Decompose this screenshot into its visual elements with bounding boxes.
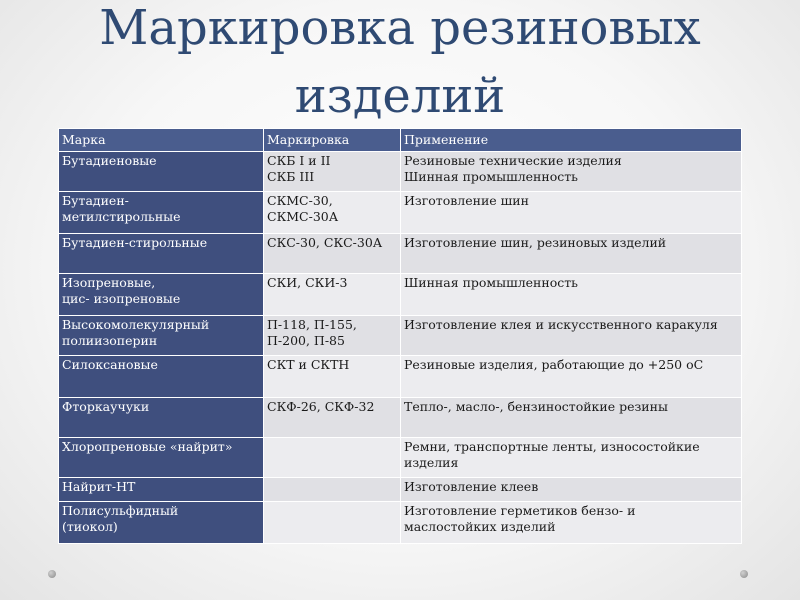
- brand-cell: [59, 356, 264, 398]
- application-cell: [401, 234, 742, 274]
- brand-cell-line: (тиокол): [62, 519, 118, 534]
- application-cell: [401, 356, 742, 398]
- brand-cell-line: Высокомолекулярный: [62, 317, 210, 332]
- application-cell-line: Изготовление клеев: [404, 479, 539, 494]
- header-application: Применение: [401, 129, 742, 152]
- application-cell-line: маслостойких изделий: [404, 519, 556, 534]
- marking-cell: [264, 316, 401, 356]
- application-cell-line: Изготовление герметиков бензо- и: [404, 503, 636, 518]
- marking-cell: [264, 478, 401, 502]
- nav-dot-right: [740, 570, 748, 578]
- marking-cell-line: СКТ и СКТН: [267, 357, 350, 372]
- brand-cell-line: Бутадиен-: [62, 193, 129, 208]
- header-brand: Марка: [59, 129, 264, 152]
- marking-cell-line: П-118, П-155,: [267, 317, 357, 332]
- table-header-row: [59, 129, 742, 152]
- application-cell-line: Шинная промышленность: [404, 169, 578, 184]
- brand-cell-line: Полисульфидный: [62, 503, 179, 518]
- brand-cell-line: полиизоперин: [62, 333, 158, 348]
- table-row: [59, 438, 742, 478]
- slide-title-line-2: изделий: [294, 68, 506, 124]
- marking-cell: [264, 234, 401, 274]
- marking-cell-line: СКМС-30,: [267, 193, 333, 208]
- slide-title-line-1: Маркировка резиновых: [99, 0, 701, 56]
- brand-cell-line: Бутадиен-стирольные: [62, 235, 208, 250]
- marking-cell: [264, 192, 401, 234]
- application-cell: [401, 502, 742, 544]
- marking-cell: [264, 152, 401, 192]
- rubber-marking-table: [58, 128, 742, 544]
- table-row: [59, 274, 742, 316]
- application-cell: [401, 398, 742, 438]
- brand-cell-line: Хлоропреновые «найрит»: [62, 439, 233, 454]
- brand-cell: [59, 234, 264, 274]
- brand-cell-line: цис- изопреновые: [62, 291, 181, 306]
- marking-cell-line: СКБ III: [267, 169, 315, 184]
- brand-cell: [59, 502, 264, 544]
- marking-cell: [264, 274, 401, 316]
- marking-cell-line: СКИ, СКИ-3: [267, 275, 348, 290]
- application-cell-line: изделия: [404, 455, 459, 470]
- table-row: [59, 398, 742, 438]
- application-cell: [401, 274, 742, 316]
- marking-cell-line: СКС-30, СКС-30А: [267, 235, 383, 250]
- table-row: [59, 502, 742, 544]
- brand-cell-line: Фторкаучуки: [62, 399, 150, 414]
- table-row: [59, 356, 742, 398]
- brand-cell-line: Бутадиеновые: [62, 153, 157, 168]
- application-cell-line: Резиновые технические изделия: [404, 153, 622, 168]
- brand-cell-line: Изопреновые,: [62, 275, 156, 290]
- brand-cell: [59, 152, 264, 192]
- application-cell: [401, 152, 742, 192]
- brand-cell: [59, 316, 264, 356]
- header-marking: Маркировка: [264, 129, 401, 152]
- marking-cell-line: П-200, П-85: [267, 333, 345, 348]
- application-cell-line: Резиновые изделия, работающие до +250 оС: [404, 357, 704, 372]
- brand-cell-line: Силоксановые: [62, 357, 158, 372]
- application-cell-line: Шинная промышленность: [404, 275, 578, 290]
- application-cell: [401, 316, 742, 356]
- application-cell-line: Изготовление клея и искусственного каракуля: [404, 317, 718, 332]
- table-row: [59, 234, 742, 274]
- table-row: [59, 152, 742, 192]
- nav-dot-left: [48, 570, 56, 578]
- application-cell-line: Ремни, транспортные ленты, износостойкие: [404, 439, 700, 454]
- table-row: [59, 478, 742, 502]
- application-cell-line: Изготовление шин: [404, 193, 529, 208]
- application-cell: [401, 192, 742, 234]
- marking-cell: [264, 398, 401, 438]
- brand-cell: [59, 398, 264, 438]
- brand-cell-line: метилстирольные: [62, 209, 181, 224]
- marking-cell-line: СКФ-26, СКФ-32: [267, 399, 375, 414]
- marking-cell: [264, 438, 401, 478]
- table-row: [59, 316, 742, 356]
- table-row: [59, 192, 742, 234]
- marking-cell: [264, 502, 401, 544]
- brand-cell: [59, 192, 264, 234]
- application-cell-line: Изготовление шин, резиновых изделий: [404, 235, 667, 250]
- brand-cell-line: Найрит-НТ: [62, 479, 136, 494]
- application-cell: [401, 478, 742, 502]
- brand-cell: [59, 478, 264, 502]
- application-cell-line: Тепло-, масло-, бензиностойкие резины: [404, 399, 668, 414]
- application-cell: [401, 438, 742, 478]
- marking-cell-line: СКМС-30А: [267, 209, 339, 224]
- brand-cell: [59, 274, 264, 316]
- brand-cell: [59, 438, 264, 478]
- marking-cell-line: СКБ I и II: [267, 153, 331, 168]
- marking-cell: [264, 356, 401, 398]
